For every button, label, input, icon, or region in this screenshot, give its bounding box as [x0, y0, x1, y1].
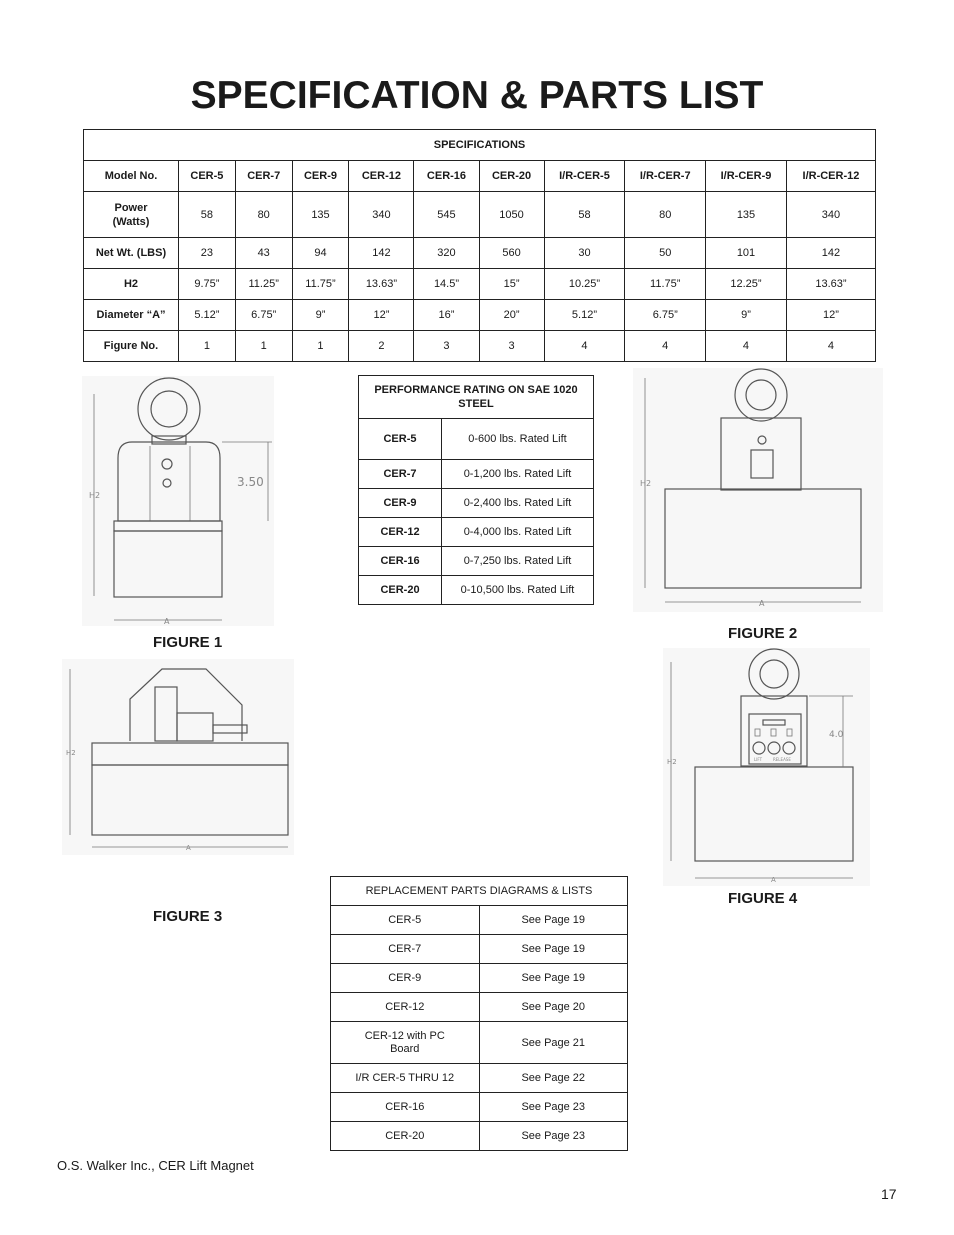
- spec-cell: 14.5”: [414, 269, 479, 300]
- fig3-dim-a: A: [186, 844, 191, 852]
- spec-cell: 340: [349, 192, 414, 238]
- figure-label: Figure No.: [84, 331, 179, 362]
- fig4-dim-a: A: [771, 876, 776, 884]
- parts-item: CER-5: [331, 906, 480, 935]
- model-cell: I/R-CER-12: [786, 161, 875, 192]
- performance-model: CER-5: [359, 419, 442, 460]
- performance-model: CER-9: [359, 489, 442, 518]
- spec-row-h2: [84, 269, 876, 300]
- spec-cell: 4: [706, 331, 787, 362]
- parts-page: See Page 19: [479, 964, 628, 993]
- spec-cell: 58: [544, 192, 625, 238]
- specifications-heading: SPECIFICATIONS: [84, 130, 876, 161]
- spec-cell: 1: [235, 331, 292, 362]
- performance-table: [358, 375, 594, 605]
- spec-cell: 135: [292, 192, 349, 238]
- fig4-dim-side: 4.0: [829, 730, 844, 740]
- performance-rating: 0-1,200 lbs. Rated Lift: [442, 460, 594, 489]
- figure-3-drawing: [62, 659, 294, 855]
- spec-cell: 340: [786, 192, 875, 238]
- spec-cell: 11.25”: [235, 269, 292, 300]
- model-label: Model No.: [84, 161, 179, 192]
- model-cell: I/R-CER-5: [544, 161, 625, 192]
- page-title: SPECIFICATION & PARTS LIST: [190, 74, 764, 117]
- spec-cell: 9”: [292, 300, 349, 331]
- parts-page: See Page 23: [479, 1122, 628, 1151]
- spec-cell: 80: [235, 192, 292, 238]
- model-cell: CER-7: [235, 161, 292, 192]
- fig4-panel-lift: LIFT: [754, 757, 763, 762]
- performance-rating: 0-2,400 lbs. Rated Lift: [442, 489, 594, 518]
- parts-item: CER-20: [331, 1122, 480, 1151]
- parts-item: CER-16: [331, 1093, 480, 1122]
- figure-4-label: FIGURE 4: [728, 890, 798, 907]
- parts-page: See Page 22: [479, 1064, 628, 1093]
- spec-cell: 4: [625, 331, 706, 362]
- model-cell: I/R-CER-9: [706, 161, 787, 192]
- model-cell: I/R-CER-7: [625, 161, 706, 192]
- parts-page: See Page 19: [479, 935, 628, 964]
- performance-model: CER-7: [359, 460, 442, 489]
- spec-cell: 16”: [414, 300, 479, 331]
- figure-3-label: FIGURE 3: [153, 908, 223, 925]
- spec-cell: 20”: [479, 300, 544, 331]
- spec-cell: 9”: [706, 300, 787, 331]
- model-cell: CER-16: [414, 161, 479, 192]
- spec-row-weight: [84, 238, 876, 269]
- spec-cell: 12”: [786, 300, 875, 331]
- fig3-dim-h: H2: [66, 749, 76, 757]
- performance-model: CER-12: [359, 518, 442, 547]
- performance-model: CER-20: [359, 576, 442, 605]
- performance-model: CER-16: [359, 547, 442, 576]
- fig2-dim-h: H2: [640, 479, 652, 488]
- spec-cell: 101: [706, 238, 787, 269]
- spec-cell: 142: [786, 238, 875, 269]
- spec-cell: 58: [179, 192, 236, 238]
- spec-cell: 142: [349, 238, 414, 269]
- spec-cell: 4: [544, 331, 625, 362]
- spec-row-power: [84, 192, 876, 238]
- spec-cell: 9.75”: [179, 269, 236, 300]
- spec-cell: 1: [179, 331, 236, 362]
- model-cell: CER-9: [292, 161, 349, 192]
- spec-cell: 6.75”: [235, 300, 292, 331]
- diameter-label: Diameter “A”: [84, 300, 179, 331]
- figure-1-label: FIGURE 1: [153, 634, 223, 651]
- replacement-heading: REPLACEMENT PARTS DIAGRAMS & LISTS: [331, 877, 628, 906]
- spec-cell: 12.25”: [706, 269, 787, 300]
- spec-cell: 12”: [349, 300, 414, 331]
- performance-heading: PERFORMANCE RATING ON SAE 1020 STEEL: [359, 376, 594, 419]
- spec-cell: 1050: [479, 192, 544, 238]
- spec-cell: 6.75”: [625, 300, 706, 331]
- page-number: 17: [881, 1186, 897, 1202]
- power-label: Power (Watts): [84, 192, 179, 238]
- performance-rating: 0-7,250 lbs. Rated Lift: [442, 547, 594, 576]
- model-cell: CER-12: [349, 161, 414, 192]
- parts-item: CER-12: [331, 993, 480, 1022]
- h2-label: H2: [84, 269, 179, 300]
- performance-rating: 0-4,000 lbs. Rated Lift: [442, 518, 594, 547]
- spec-cell: 135: [706, 192, 787, 238]
- spec-cell: 320: [414, 238, 479, 269]
- spec-cell: 13.63”: [349, 269, 414, 300]
- spec-cell: 5.12”: [544, 300, 625, 331]
- model-cell: CER-5: [179, 161, 236, 192]
- spec-cell: 545: [414, 192, 479, 238]
- replacement-parts-table: [330, 876, 628, 1151]
- spec-cell: 10.25”: [544, 269, 625, 300]
- spec-row-diameter: [84, 300, 876, 331]
- spec-cell: 30: [544, 238, 625, 269]
- parts-item: CER-7: [331, 935, 480, 964]
- parts-item: CER-12 with PC Board: [331, 1022, 480, 1064]
- spec-cell: 43: [235, 238, 292, 269]
- spec-cell: 3: [479, 331, 544, 362]
- spec-cell: 13.63”: [786, 269, 875, 300]
- fig1-dim-side: 3.50: [237, 475, 264, 489]
- figure-2-drawing: [633, 368, 883, 612]
- spec-cell: 11.75”: [292, 269, 349, 300]
- spec-cell: 1: [292, 331, 349, 362]
- parts-item: CER-9: [331, 964, 480, 993]
- fig1-dim-h: H2: [89, 491, 101, 500]
- performance-rating: 0-10,500 lbs. Rated Lift: [442, 576, 594, 605]
- spec-cell: 23: [179, 238, 236, 269]
- spec-cell: 5.12”: [179, 300, 236, 331]
- spec-cell: 50: [625, 238, 706, 269]
- parts-page: See Page 23: [479, 1093, 628, 1122]
- spec-cell: 80: [625, 192, 706, 238]
- spec-cell: 2: [349, 331, 414, 362]
- parts-page: See Page 19: [479, 906, 628, 935]
- parts-item: I/R CER-5 THRU 12: [331, 1064, 480, 1093]
- figure-4-drawing: [663, 648, 870, 886]
- spec-cell: 15”: [479, 269, 544, 300]
- weight-label: Net Wt. (LBS): [84, 238, 179, 269]
- spec-cell: 560: [479, 238, 544, 269]
- spec-row-figure: [84, 331, 876, 362]
- parts-page: See Page 20: [479, 993, 628, 1022]
- parts-page: See Page 21: [479, 1022, 628, 1064]
- spec-cell: 11.75”: [625, 269, 706, 300]
- fig2-dim-a: A: [759, 599, 765, 608]
- spec-cell: 4: [786, 331, 875, 362]
- performance-rating: 0-600 lbs. Rated Lift: [442, 419, 594, 460]
- fig4-dim-h: H2: [667, 758, 677, 766]
- specifications-table: [83, 129, 876, 362]
- fig4-panel-release: RELEASE: [773, 757, 791, 762]
- figure-2-label: FIGURE 2: [728, 625, 798, 642]
- figure-1-drawing: [82, 376, 274, 626]
- model-cell: CER-20: [479, 161, 544, 192]
- spec-cell: 94: [292, 238, 349, 269]
- spec-cell: 3: [414, 331, 479, 362]
- footer-text: O.S. Walker Inc., CER Lift Magnet: [57, 1158, 254, 1173]
- fig1-dim-a: A: [164, 617, 170, 626]
